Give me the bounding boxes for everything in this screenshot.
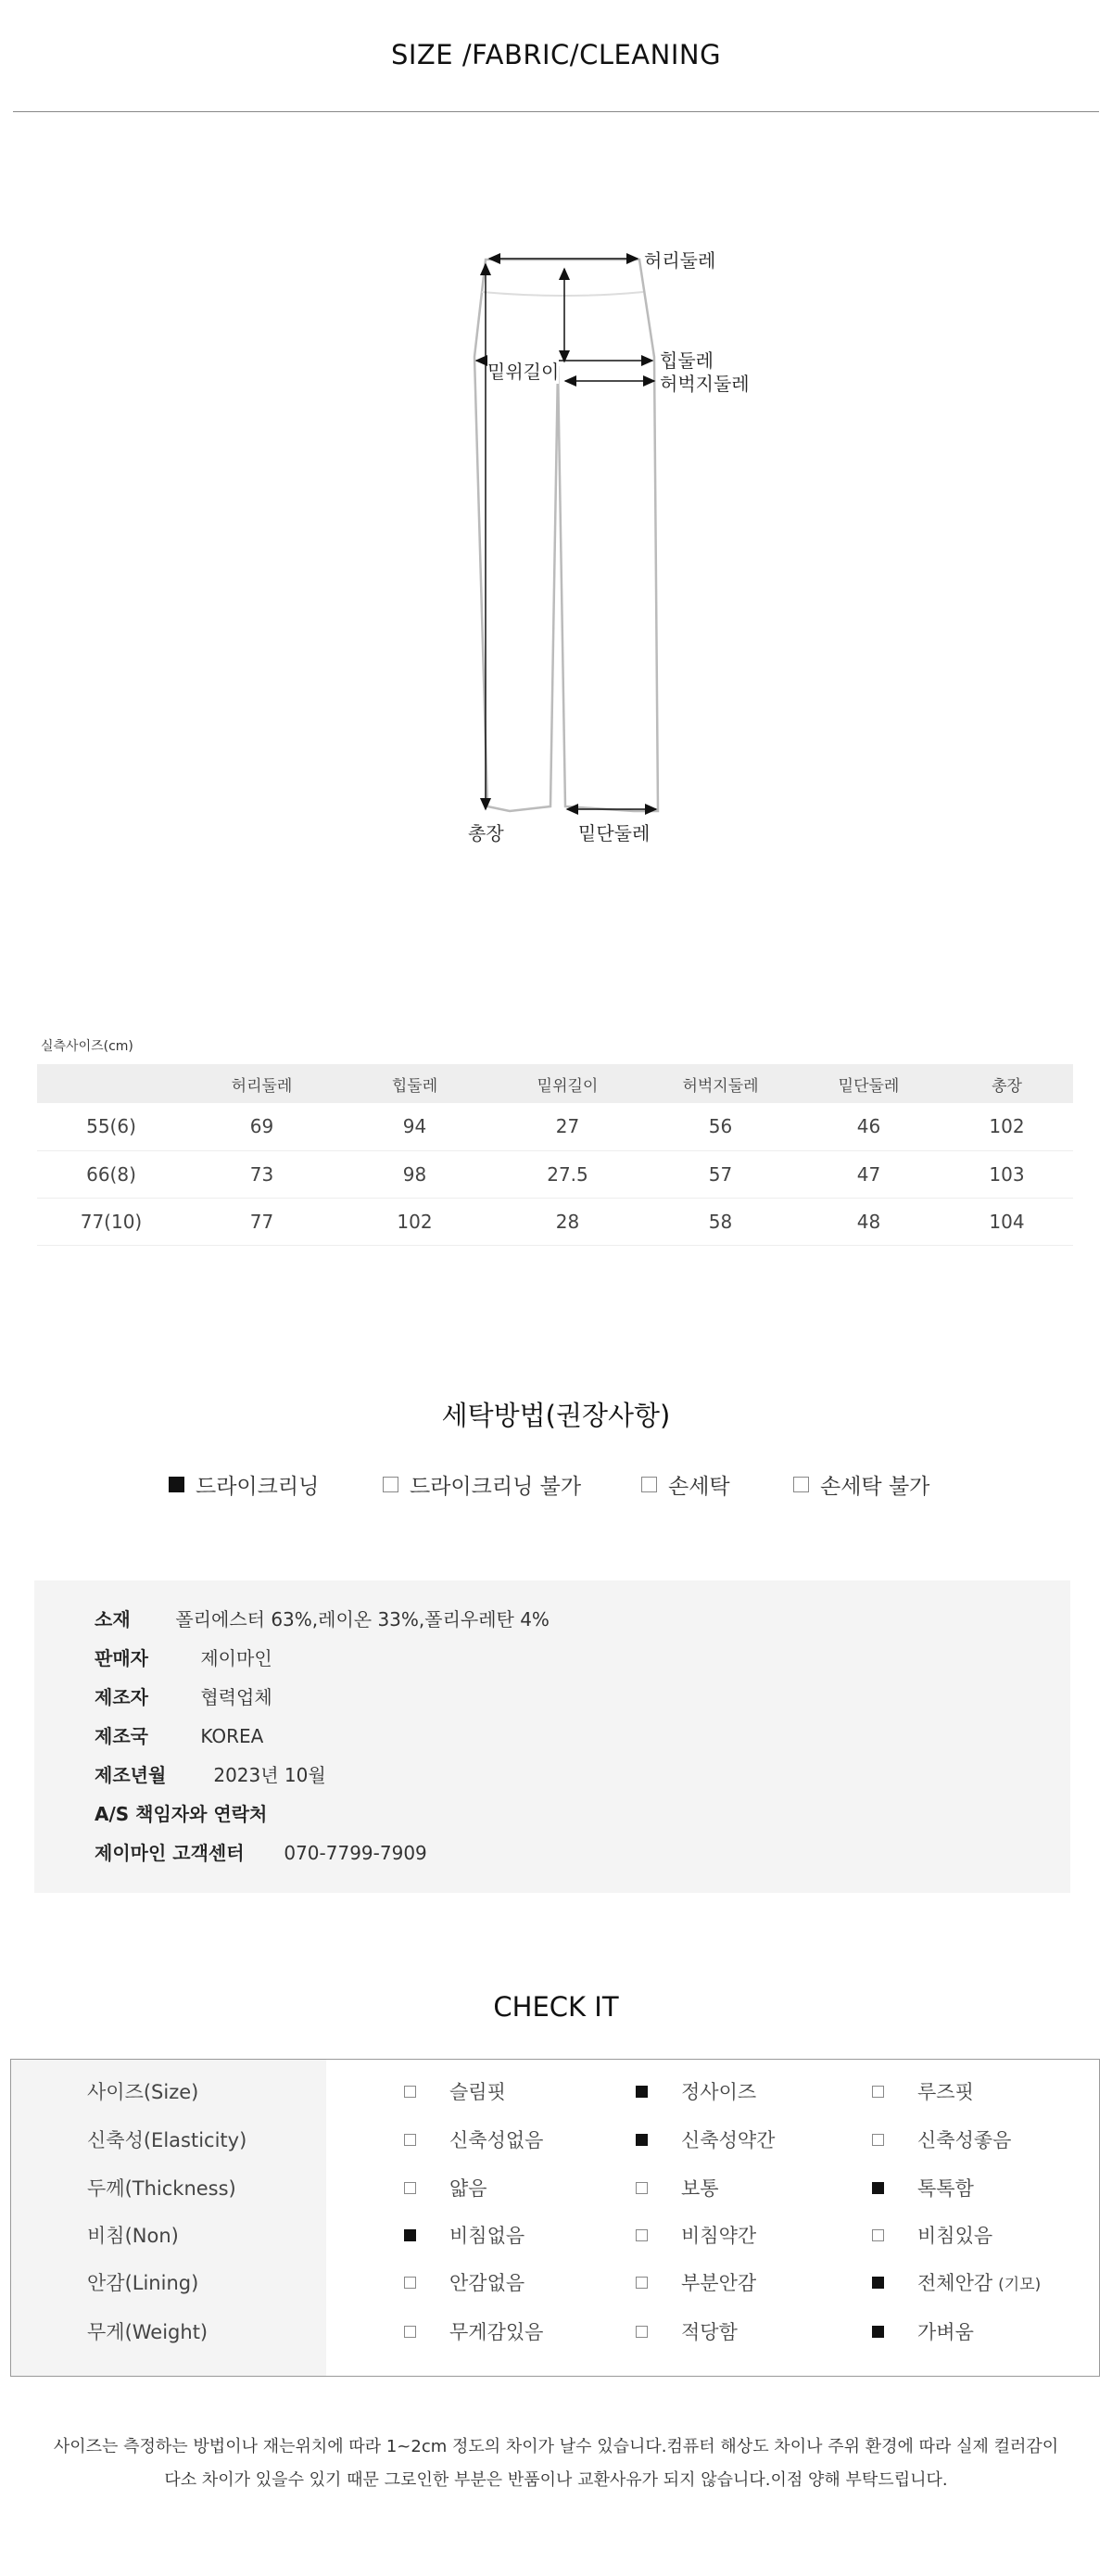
- table-cell: 102: [338, 1198, 491, 1245]
- label-rise: 밑위길이: [487, 357, 559, 384]
- divider: [13, 111, 1099, 112]
- table-cell: 57: [644, 1150, 797, 1198]
- unchecked-box-icon: [404, 2182, 416, 2194]
- checked-box-icon: [872, 2182, 884, 2194]
- table-cell: 55(6): [37, 1103, 185, 1150]
- label-waist: 허리둘레: [644, 249, 716, 272]
- check-option: [636, 2126, 775, 2153]
- option-label: 가벼움: [917, 2321, 974, 2343]
- info-value: 폴리에스터 63%,레이온 33%,폴리우레탄 4%: [175, 1608, 550, 1631]
- column-header: 총장: [941, 1064, 1073, 1103]
- size-table: [37, 1064, 1073, 1246]
- check-option: [636, 2077, 756, 2105]
- check-option: [404, 2077, 506, 2105]
- unchecked-box-icon: [872, 2134, 884, 2146]
- option-note: (기모): [998, 2275, 1042, 2294]
- table-cell: 77: [185, 1198, 338, 1245]
- checked-box-icon: [872, 2326, 884, 2338]
- table-row: [37, 1103, 1073, 1150]
- checked-box-icon: [636, 2086, 648, 2098]
- table-cell: 73: [185, 1150, 338, 1198]
- size-color-notice: [0, 2430, 1112, 2497]
- table-row: [37, 1150, 1073, 1198]
- wash-option: [169, 1469, 319, 1500]
- unchecked-box-icon: [404, 2086, 416, 2098]
- unchecked-box-icon: [793, 1477, 809, 1492]
- unchecked-box-icon: [404, 2326, 416, 2338]
- info-value: 제이마인: [200, 1647, 272, 1669]
- info-row-date: [95, 1760, 326, 1787]
- option-label: 얇음: [449, 2177, 487, 2200]
- pants-outline-illustration: [454, 236, 788, 857]
- column-header: 허벅지둘레: [644, 1064, 797, 1103]
- info-row-as-contact: [95, 1799, 267, 1826]
- info-key: A/S 책임자와 연락처: [95, 1803, 268, 1825]
- check-option: [404, 2126, 543, 2153]
- check-it-title: CHECK IT: [493, 1991, 619, 2023]
- table-cell: 98: [338, 1150, 491, 1198]
- info-row-seller: [95, 1643, 272, 1670]
- label-thigh: 허벅지둘레: [660, 373, 750, 395]
- info-value: KOREA: [200, 1725, 264, 1747]
- label-hip: 힙둘레: [660, 349, 714, 372]
- notice-line: 다소 차이가 있을수 있기 때문 그로인한 부분은 반품이나 교환사유가 되지 않습니다.이점 양해 부탁드립니다.: [164, 2470, 948, 2490]
- option-label: 비침없음: [449, 2225, 525, 2247]
- info-key: 제조년월: [95, 1764, 167, 1786]
- check-row-label: 안감(Lining): [87, 2272, 199, 2294]
- check-row-sheerness: [11, 2209, 1099, 2255]
- unchecked-box-icon: [636, 2229, 648, 2241]
- column-header: 힙둘레: [338, 1064, 491, 1103]
- option-label: 정사이즈: [681, 2081, 757, 2103]
- info-value: 070-7799-7909: [284, 1842, 427, 1864]
- table-cell: 47: [797, 1150, 941, 1198]
- column-header: 밑단둘레: [797, 1064, 941, 1103]
- notice-line: 사이즈는 측정하는 방법이나 재는위치에 따라 1~2cm 정도의 차이가 날수 있습니다.컴퓨터 해상도 차이나 주위 환경에 따라 실제 컬러감이: [53, 2437, 1059, 2456]
- washing-options: [0, 1469, 1112, 1499]
- info-row-country: [95, 1721, 263, 1748]
- wash-option: [383, 1469, 581, 1500]
- check-option: [872, 2077, 974, 2105]
- unchecked-box-icon: [641, 1477, 657, 1492]
- option-label: 안감없음: [449, 2272, 525, 2294]
- option-label: 신축성약간: [681, 2129, 776, 2151]
- unchecked-box-icon: [636, 2182, 648, 2194]
- info-row-manufacturer: [95, 1682, 272, 1709]
- table-cell: 77(10): [37, 1198, 185, 1245]
- column-header: 밑위길이: [491, 1064, 644, 1103]
- checked-box-icon: [404, 2229, 416, 2241]
- info-value: 협력업체: [200, 1686, 272, 1708]
- check-option: [872, 2221, 992, 2249]
- option-label: 신축성좋음: [917, 2129, 1012, 2151]
- check-option: [636, 2317, 738, 2345]
- wash-option: [793, 1469, 929, 1500]
- check-option: [404, 2268, 524, 2296]
- info-key: 제조자: [95, 1686, 148, 1708]
- unchecked-box-icon: [872, 2086, 884, 2098]
- checked-box-icon: [636, 2134, 648, 2146]
- info-key: 소재: [95, 1608, 131, 1631]
- table-cell: 58: [644, 1198, 797, 1245]
- label-length: 총장: [468, 822, 504, 844]
- check-row-label: 신축성(Elasticity): [87, 2129, 247, 2151]
- info-key: 제이마인 고객센터: [95, 1842, 245, 1864]
- table-cell: 28: [491, 1198, 644, 1245]
- option-label: 비침있음: [917, 2225, 993, 2247]
- check-row-label: 사이즈(Size): [87, 2081, 199, 2103]
- wash-option-label: 손세탁 불가: [820, 1475, 930, 1499]
- table-cell: 104: [941, 1198, 1073, 1245]
- table-cell: 102: [941, 1103, 1073, 1150]
- info-row-material: [95, 1605, 550, 1631]
- table-cell: 103: [941, 1150, 1073, 1198]
- info-row-customer-center: [95, 1838, 427, 1865]
- table-cell: 69: [185, 1103, 338, 1150]
- option-label: 무게감있음: [449, 2321, 544, 2343]
- check-option: [872, 2317, 974, 2345]
- check-option: [872, 2268, 1041, 2296]
- check-option: [404, 2317, 543, 2345]
- info-value: 2023년 10월: [213, 1764, 326, 1786]
- check-row-size: [11, 2065, 1099, 2112]
- unchecked-box-icon: [872, 2229, 884, 2241]
- check-row-elasticity: [11, 2113, 1099, 2160]
- unchecked-box-icon: [636, 2326, 648, 2338]
- check-option: [404, 2221, 524, 2249]
- table-cell: 94: [338, 1103, 491, 1150]
- column-header: [37, 1064, 185, 1103]
- option-label: 톡톡함: [917, 2177, 974, 2200]
- unchecked-box-icon: [636, 2277, 648, 2289]
- check-option: [636, 2268, 756, 2296]
- unchecked-box-icon: [383, 1477, 398, 1492]
- table-cell: 27.5: [491, 1150, 644, 1198]
- label-hem: 밑단둘레: [578, 822, 651, 844]
- option-label: 보통: [681, 2177, 719, 2200]
- table-row: [37, 1198, 1073, 1245]
- checked-box-icon: [169, 1477, 184, 1492]
- page-title: SIZE /FABRIC/CLEANING: [390, 39, 722, 70]
- unchecked-box-icon: [404, 2277, 416, 2289]
- info-key: 제조국: [95, 1725, 148, 1747]
- check-row-lining: [11, 2256, 1099, 2303]
- option-label: 적당함: [681, 2321, 738, 2343]
- option-label: 슬림핏: [449, 2081, 506, 2103]
- size-table-caption: 실측사이즈(cm): [41, 1039, 133, 1054]
- table-cell: 48: [797, 1198, 941, 1245]
- wash-option-label: 드라이크리닝: [196, 1475, 320, 1499]
- table-cell: 66(8): [37, 1150, 185, 1198]
- wash-option-label: 드라이크리닝 불가: [410, 1475, 582, 1499]
- wash-option: [641, 1469, 730, 1500]
- check-row-thickness: [11, 2162, 1099, 2208]
- check-option: [404, 2174, 487, 2202]
- product-info-panel: [34, 1580, 1070, 1893]
- table-cell: 27: [491, 1103, 644, 1150]
- pants-diagram: [454, 236, 788, 857]
- unchecked-box-icon: [404, 2134, 416, 2146]
- check-row-label: 무게(Weight): [87, 2321, 208, 2343]
- table-cell: 46: [797, 1103, 941, 1150]
- check-row-label: 비침(Non): [87, 2225, 179, 2247]
- table-cell: 56: [644, 1103, 797, 1150]
- check-row-weight: [11, 2305, 1099, 2352]
- check-option: [636, 2174, 719, 2202]
- option-label: 부분안감: [681, 2272, 757, 2294]
- option-label: 신축성없음: [449, 2129, 544, 2151]
- option-label: 루즈핏: [917, 2081, 974, 2103]
- check-option: [872, 2126, 1011, 2153]
- info-key: 판매자: [95, 1647, 148, 1669]
- check-row-label: 두께(Thickness): [87, 2177, 236, 2200]
- column-header: 허리둘레: [185, 1064, 338, 1103]
- wash-option-label: 손세탁: [668, 1475, 730, 1499]
- option-label: 전체안감: [917, 2272, 993, 2294]
- option-label: 비침약간: [681, 2225, 757, 2247]
- washing-title: 세탁방법(권장사항): [441, 1400, 671, 1431]
- check-it-table: [10, 2059, 1100, 2377]
- checked-box-icon: [872, 2277, 884, 2289]
- check-option: [636, 2221, 756, 2249]
- check-option: [872, 2174, 974, 2202]
- table-header-row: [37, 1064, 1073, 1103]
